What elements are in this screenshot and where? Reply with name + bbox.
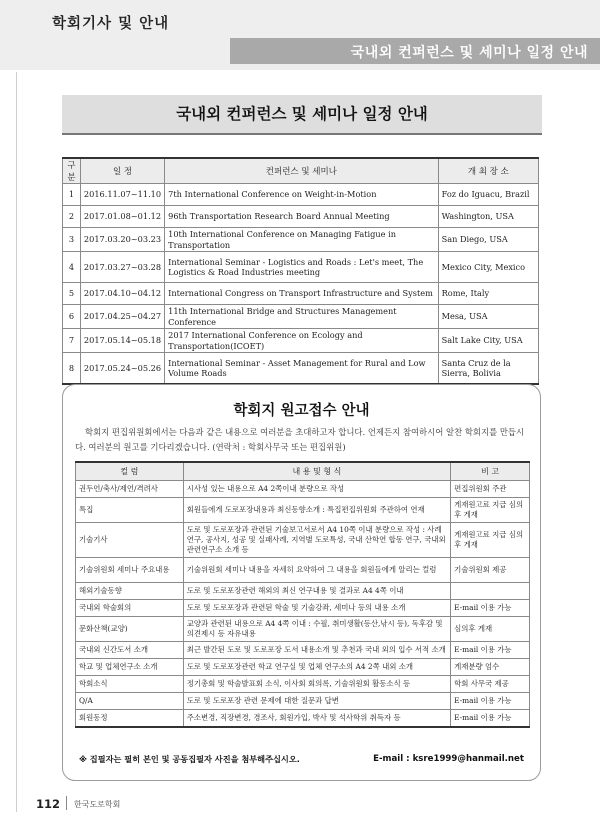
row-no: 7 (63, 329, 81, 353)
row-column: 기술위원회 세미나 주요내용 (76, 558, 184, 583)
col-header-no: 구분 (63, 158, 81, 184)
row-content: 정기총회 및 학술발표회 소식, 이사회 회의록, 기술위원회 활동소식 등 (183, 676, 450, 693)
contact-email: E-mail : ksre1999@hanmail.net (373, 754, 524, 764)
main-title: 국내외 컨퍼런스 및 세미나 일정 안내 (62, 95, 542, 135)
row-content: 최근 발간된 도로 및 도로포장 도서 내용소개 및 추천과 국내 외의 입수 서적 소개 (183, 642, 450, 659)
row-no: 3 (63, 228, 81, 252)
table-row (63, 353, 539, 385)
submission-title: 학회지 원고접수 안내 (233, 403, 370, 419)
row-column: 학회소식 (76, 676, 184, 693)
row-note: E-mail 이용 가능 (451, 693, 530, 710)
row-event: International Congress on Transport Infrastructure and System (165, 283, 438, 305)
page-number: 112 (36, 797, 61, 811)
table-row (63, 329, 539, 353)
section-title: 학회기사 및 안내 (52, 16, 170, 32)
submission-intro: 학회지 편집위원회에서는 다음과 같은 내용으로 여러분을 초대하고자 합니다. 언제든지 참여하시어 알찬 학회지를 만듭시다. 여러분의 원고를 기다리겠습니다. (연락처 : 학회사무국 또는 편집위원) (75, 427, 525, 452)
submission-box (62, 384, 541, 781)
col-header-column: 컬 럼 (76, 462, 184, 481)
table-row (76, 693, 530, 710)
subtitle-text: 국내외 컨퍼런스 및 세미나 일정 안내 (350, 45, 588, 61)
submission-table (75, 461, 530, 728)
row-place: Mesa, USA (438, 305, 538, 329)
conference-header-row (63, 158, 539, 184)
row-date: 2017.03.20~03.23 (80, 228, 164, 252)
table-row (76, 498, 530, 523)
row-note (451, 583, 530, 600)
row-place: San Diego, USA (438, 228, 538, 252)
row-note: 심의후 게재 (451, 617, 530, 642)
row-no: 6 (63, 305, 81, 329)
row-no: 1 (63, 184, 81, 206)
row-place: Mexico City, Mexico (438, 252, 538, 283)
row-no: 5 (63, 283, 81, 305)
table-row (76, 481, 530, 498)
table-row (63, 283, 539, 305)
row-no: 2 (63, 206, 81, 228)
row-event: 7th International Conference on Weight-in-Motion (165, 184, 438, 206)
row-column: 권두언/축사/제언/격려사 (76, 481, 184, 498)
table-row (76, 710, 530, 728)
row-date: 2017.04.25~04.27 (80, 305, 164, 329)
row-note: 게재원고료 지급 심의후 게재 (451, 498, 530, 523)
row-event: International Seminar - Logistics and Roads : Let's meet, The Logistics & Road Industries meeting (165, 252, 438, 283)
row-column: 문화산책(교양) (76, 617, 184, 642)
margin-rule (16, 72, 17, 812)
table-row (63, 305, 539, 329)
row-content: 도로 및 도로포장과 관련된 학술 및 기술강좌, 세미나 등의 내용 소개 (183, 600, 450, 617)
row-event: 10th International Conference on Managing Fatigue in Transportation (165, 228, 438, 252)
row-note: E-mail 이용 가능 (451, 642, 530, 659)
row-content: 주소변경, 직장변경, 경조사, 회원가입, 박사 및 석사학위 취득자 등 (183, 710, 450, 728)
row-column: 해외기술동향 (76, 583, 184, 600)
row-column: 학교 및 업체연구소 소개 (76, 659, 184, 676)
row-column: 기술기사 (76, 523, 184, 558)
table-row (76, 523, 530, 558)
row-no: 4 (63, 252, 81, 283)
row-content: 도로 및 도로포장 관련 문제에 대한 질문과 답변 (183, 693, 450, 710)
row-place: Santa Cruz de la Sierra, Bolivia (438, 353, 538, 385)
row-event: 11th International Bridge and Structures Management Conference (165, 305, 438, 329)
row-place: Salt Lake City, USA (438, 329, 538, 353)
row-content: 도로 및 도로포장과 관련된 기술보고서로서 A4 10쪽 이내 분량으로 작성 : 사례연구, 공사지, 성공 및 실패사례, 지역별 도로특성, 국내 산학연 합동 연구, 국내외 관련연구소 소개 등 (183, 523, 450, 558)
table-row (76, 617, 530, 642)
col-header-date: 일 정 (80, 158, 164, 184)
row-content: 회원들에게 도로포장내용과 최신동향소개 : 특집편집위원회 주관하여 연재 (183, 498, 450, 523)
row-date: 2016.11.07~11.10 (80, 184, 164, 206)
row-date: 2017.05.14~05.18 (80, 329, 164, 353)
row-note: 편집위원회 주관 (451, 481, 530, 498)
conference-table (62, 157, 539, 385)
row-place: Washington, USA (438, 206, 538, 228)
table-row (63, 228, 539, 252)
table-row (76, 642, 530, 659)
subtitle-bar (230, 38, 600, 64)
row-date: 2017.01.08~01.12 (80, 206, 164, 228)
table-row (63, 206, 539, 228)
row-column: 국내외 신간도서 소개 (76, 642, 184, 659)
table-row (76, 558, 530, 583)
row-note: 학회 사무국 제공 (451, 676, 530, 693)
row-no: 8 (63, 353, 81, 385)
row-note: 게재분량 엄수 (451, 659, 530, 676)
row-place: Rome, Italy (438, 283, 538, 305)
row-column: Q/A (76, 693, 184, 710)
table-row (76, 583, 530, 600)
publisher-name: 한국도로학회 (74, 800, 121, 809)
col-header-event: 컨퍼런스 및 세미나 (165, 158, 438, 184)
row-note: E-mail 이용 가능 (451, 710, 530, 728)
row-note: E-mail 이용 가능 (451, 600, 530, 617)
row-date: 2017.04.10~04.12 (80, 283, 164, 305)
header-band (0, 0, 600, 70)
row-note: 기술위원회 제공 (451, 558, 530, 583)
row-column: 특집 (76, 498, 184, 523)
row-event: International Seminar - Asset Management for Rural and Low Volume Roads (165, 353, 438, 385)
row-content: 도로 및 도로포장관련 해외의 최신 연구내용 및 결과로 A4 4쪽 이내 (183, 583, 450, 600)
row-note: 게재원고료 지급 심의후 게재 (451, 523, 530, 558)
row-content: 기술위원회 세미나 내용을 자세히 요약하여 그 내용을 회원들에게 알리는 컬럼 (183, 558, 450, 583)
footer-divider (66, 796, 67, 810)
table-row (63, 252, 539, 283)
row-content: 도로 및 도로포장관련 학교 연구실 및 업체 연구소의 A4 2쪽 내외 소개 (183, 659, 450, 676)
col-header-content: 내 용 및 형 식 (183, 462, 450, 481)
row-event: 96th Transportation Research Board Annual Meeting (165, 206, 438, 228)
submission-header-row (76, 462, 530, 481)
row-date: 2017.05.24~05.26 (80, 353, 164, 385)
row-event: 2017 International Conference on Ecology and Transportation(ICOET) (165, 329, 438, 353)
row-content: 시사성 있는 내용으로 A4 2쪽이내 분량으로 작성 (183, 481, 450, 498)
row-column: 회원동정 (76, 710, 184, 728)
col-header-place: 개 최 장 소 (438, 158, 538, 184)
table-row (76, 676, 530, 693)
table-row (63, 184, 539, 206)
row-column: 국내외 학술회의 (76, 600, 184, 617)
row-date: 2017.03.27~03.28 (80, 252, 164, 283)
row-place: Foz do Iguacu, Brazil (438, 184, 538, 206)
table-row (76, 600, 530, 617)
col-header-note: 비 고 (451, 462, 530, 481)
photo-notice: ※ 집필자는 필히 본인 및 공동집필자 사진을 첨부해주십시오. (79, 754, 300, 764)
table-row (76, 659, 530, 676)
row-content: 교양과 관련된 내용으로 A4 4쪽 이내 : 수필, 취미생활(등산,낚시 등), 독후감 및 의견제시 등 자유내용 (183, 617, 450, 642)
